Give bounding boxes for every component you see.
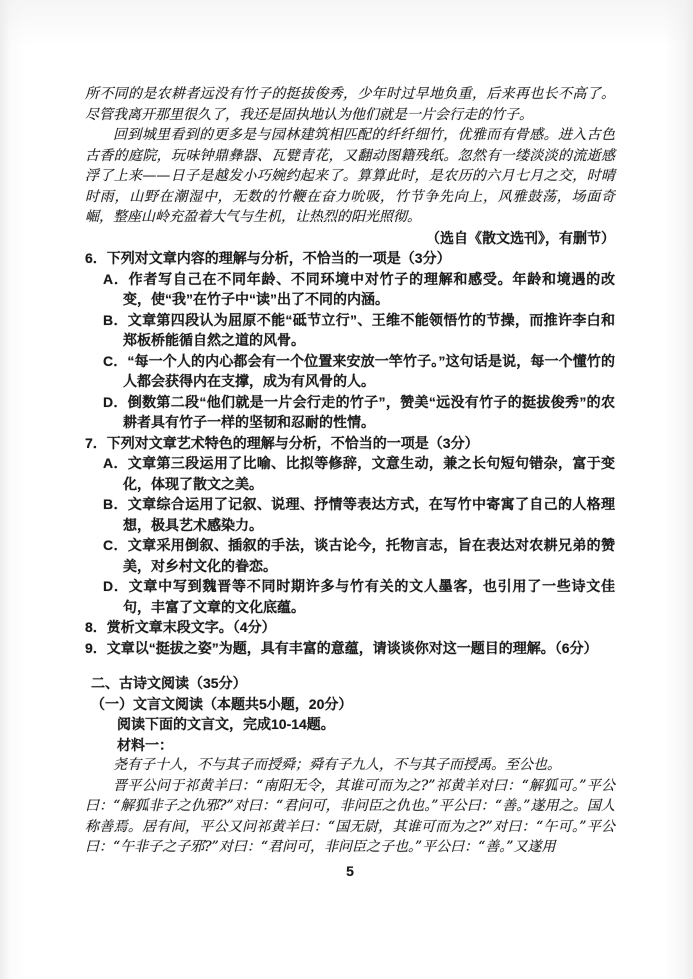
essay-continuation-section bbox=[85, 84, 615, 248]
question-7-stem: 7．下列对文章艺术特色的理解与分析，不恰当的一项是（3分） bbox=[85, 434, 479, 451]
question-7-block bbox=[85, 433, 615, 618]
question-6-stem: 6．下列对文章内容的理解与分析，不恰当的一项是（3分） bbox=[85, 250, 451, 266]
material-1-label: 材料一： bbox=[117, 736, 173, 753]
question-7-option-a: A．文章第三段运用了比喻、比拟等修辞，文意生动，兼之长句短句错杂，富于变化，体现了散文之美。 bbox=[103, 455, 615, 492]
classical-reading-section bbox=[85, 673, 615, 858]
section-2-heading: 二、古诗文阅读（35分） bbox=[91, 675, 247, 691]
question-7-option-c: C．文章采用倒叙、插叙的手法，谈古论今，托物言志，旨在表达对农耕兄弟的赞美，对乡村文化的眷恋。 bbox=[103, 537, 615, 574]
question-6-option-b: B．文章第四段认为屈原不能“砥节立行”、王维不能领悟竹的节操，而推许李白和郑板桥能循自然之道的风骨。 bbox=[103, 311, 615, 348]
question-6-option-d: D．倒数第二段“他们就是一片会行走的竹子”，赞美“远没有竹子的挺拔俊秀”的农耕者具有竹子一样的坚韧和忍耐的性情。 bbox=[103, 393, 615, 430]
question-8-stem: 8．赏析文章末段文字。（4分） bbox=[85, 619, 276, 635]
question-6-option-a: A．作者写自己在不同年龄、不同环境中对竹子的理解和感受。年龄和境遇的改变，使“我”在竹子中“读”出了不同的内涵。 bbox=[103, 270, 615, 307]
essay-paragraph-2: 回到城里看到的更多是与园林建筑相匹配的纤纤细竹，优雅而有骨感。进入古色古香的庭院，玩味钟鼎彝器、瓦甓青花，又翻动图籍残纸。忽然有一缕淡淡的流逝感浮了上来——日子是越发小巧婉约起来了。算算此时，是农历的六月七月之交，时晴时雨，山野在潮湿中，无数的竹鞭在奋力吮吸，竹节争先向上，风雅鼓荡，场面奇崛，整座山岭充盈着大气与生机，让热烈的阳光照彻。 bbox=[85, 127, 615, 225]
question-6-option-c: C．“每一个人的内心都会有一个位置来安放一竿竹子。”这句话是说，每一个懂竹的人都会获得内在支撑，成为有风骨的人。 bbox=[103, 352, 615, 389]
material-1-paragraph-1: 尧有子十人，不与其子而授舜；舜有子九人，不与其子而授禹。至公也。 bbox=[113, 757, 561, 773]
question-7-option-d: D．文章中写到魏晋等不同时期许多与竹有关的文人墨客，也引用了一些诗文佳句，丰富了文章的文化底蕴。 bbox=[103, 578, 615, 615]
essay-source-attribution: （选自《散文选刊》，有删节） bbox=[426, 229, 615, 246]
reading-instruction: 阅读下面的文言文，完成10-14题。 bbox=[117, 716, 335, 732]
essay-paragraph-1: 所不同的是农耕者远没有竹子的挺拔俊秀，少年时过早地负重，后来再也长不高了。尽管我离开那里很久了，我还是固执地认为他们就是一片会行走的竹子。 bbox=[85, 86, 615, 123]
question-7-option-b: B．文章综合运用了记叙、说理、抒情等表达方式，在写竹中寄寓了自己的人格理想，极具艺术感染力。 bbox=[103, 496, 615, 533]
question-6-block bbox=[85, 248, 615, 433]
page-number: 5 bbox=[346, 862, 354, 879]
section-2-subheading: （一）文言文阅读（本题共5小题，20分） bbox=[91, 695, 353, 712]
question-9-stem: 9．文章以“挺拔之姿”为题，具有丰富的意蕴，请谈谈你对这一题目的理解。（6分） bbox=[85, 639, 598, 656]
material-1-paragraph-2: 晋平公问于祁黄羊曰：“南阳无令，其谁可而为之?”祁黄羊对曰：“解狐可。”平公曰：“解狐非子之仇邪?”对曰：“君问可，非问臣之仇也。”平公曰：“善。”遂用之。国人称善焉。居有间，平公又问祁黄羊曰：“国无尉，其谁可而为之?”对曰：“午可。”平公曰：“午非子之子邪?”对曰：“君问可，非问臣之子也。”平公曰：“善。”又遂用 bbox=[85, 777, 615, 855]
page-content bbox=[85, 84, 615, 881]
